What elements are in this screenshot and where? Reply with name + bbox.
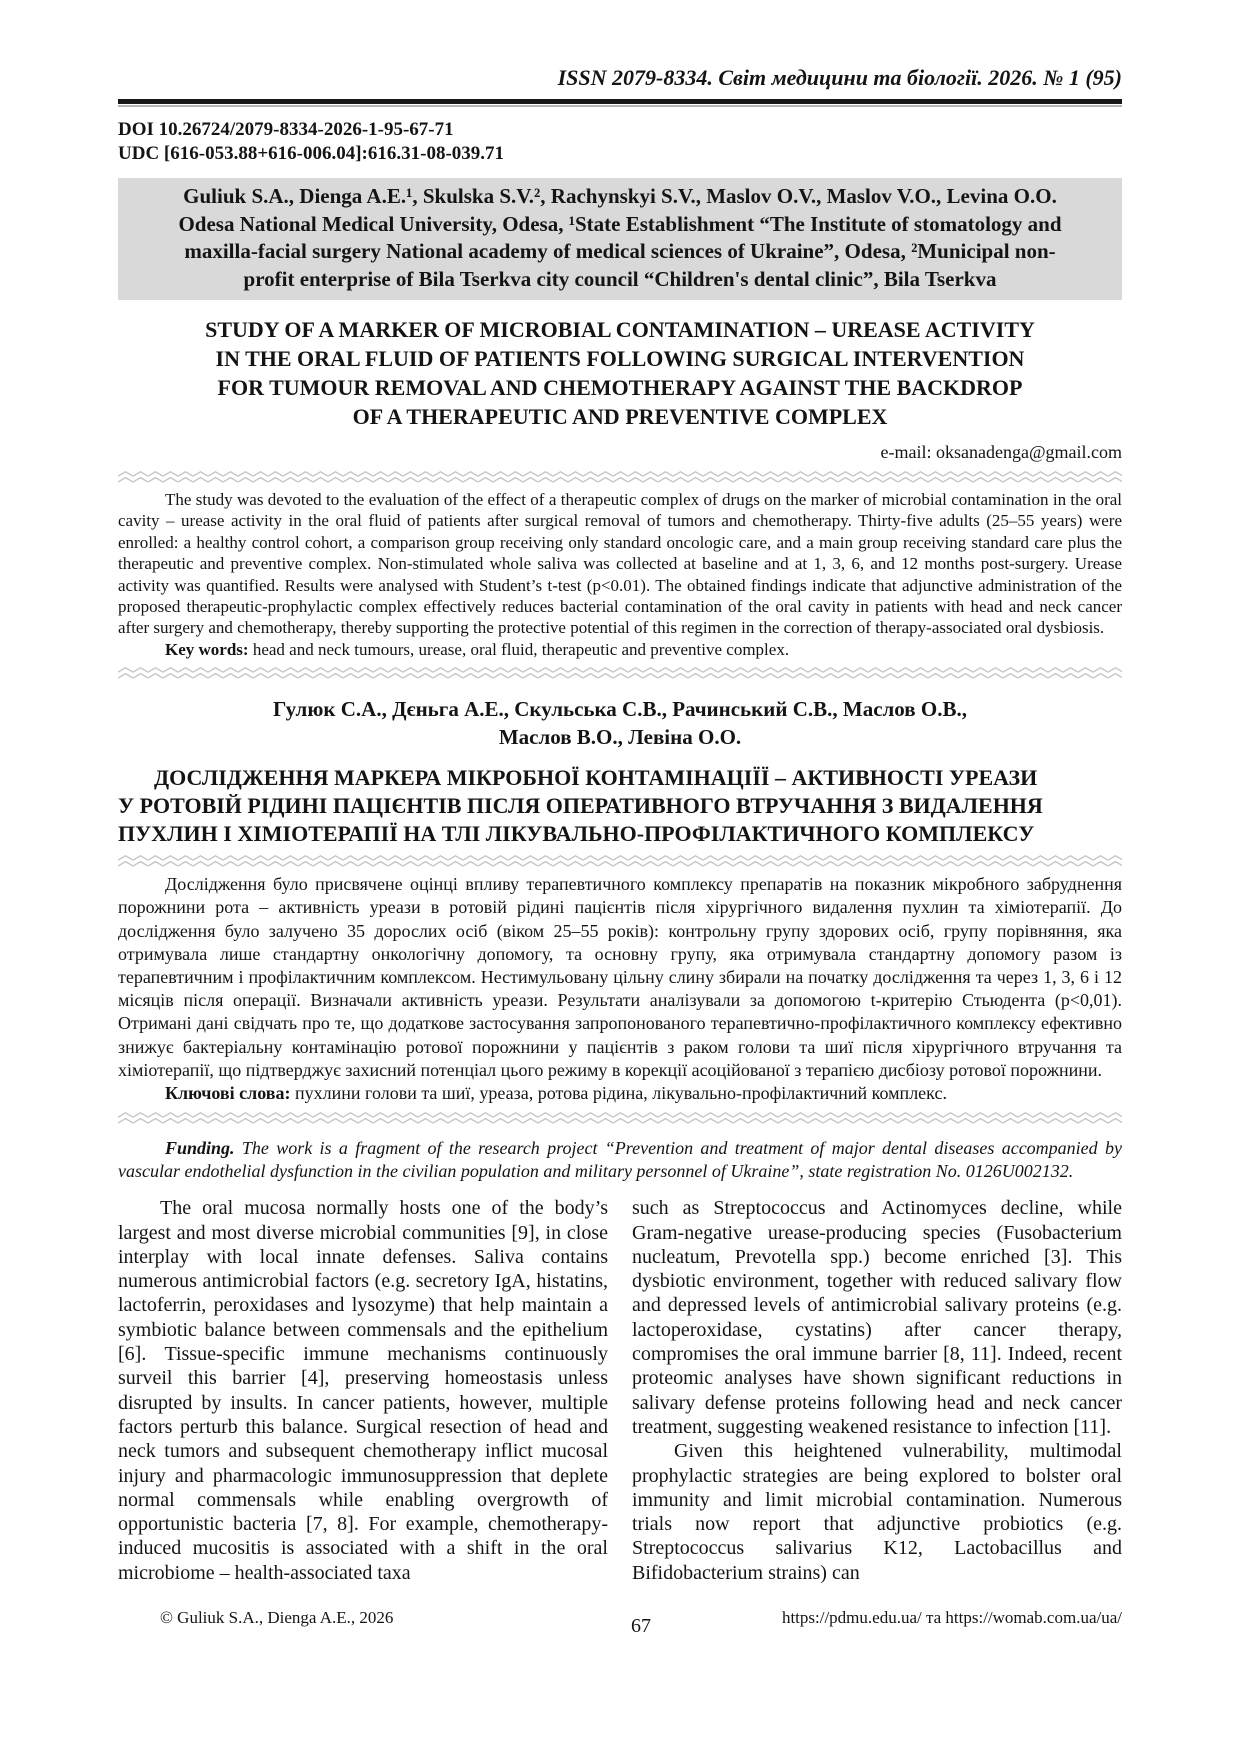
keywords-en-text: head and neck tumours, urease, oral fluid, therapeutic and preventive complex.: [252, 639, 790, 659]
body-column-right: [632, 1196, 1122, 1585]
affiliation-line: Odesa National Medical University, Odesa, ¹State Establishment “The Institute of stomatology and: [178, 211, 1062, 236]
affiliation-line: maxilla-facial surgery National academy of medical sciences of Ukraine”, Odesa, ²Municipal non-: [184, 239, 1056, 263]
email-line: e-mail: oksanadenga@gmail.com: [880, 442, 1122, 462]
body-paragraph-continuation: such as Streptococcus and Actinomyces decline, while Gram-negative urease-producing species (Fusobacterium nucleatum, Prevotella spp.) become enriched [3]. This dysbiotic environment, together with reduced salivary flow and depressed levels of antimicrobial salivary proteins (e.g. lactoperoxidase, cystatins) after cancer therapy, compromises the oral immune barrier [8, 11]. Indeed, recent proteomic analyses have shown significant reductions in salivary defense proteins following head and neck cancer treatment, suggesting weakened resistance to infection [11].: [632, 1197, 1122, 1438]
doi-line: DOI 10.26724/2079-8334-2026-1-95-67-71: [118, 119, 454, 140]
funding-label: Funding.: [165, 1138, 235, 1159]
journal-issn-line: ISSN 2079-8334. Світ медицини та біології. 2026. № 1 (95): [557, 65, 1122, 90]
title-ua-line: ПУХЛИН І ХІМІОТЕРАПІЇ НА ТЛІ ЛІКУВАЛЬНО-ПРОФІЛАКТИЧНОГО КОМПЛЕКСУ: [118, 821, 1035, 847]
body-paragraph: The oral mucosa normally hosts one of the body’s largest and most diverse microbial communities [9], in close interplay with local innate defenses. Saliva contains numerous antimicrobial factors (e.g. secretory IgA, histatins, lactoferrin, peroxidases and lysozyme) that help maintain a symbiotic balance between commensals and the epithelium [6]. Tissue-specific immune mechanisms continuously surveil this barrier [4], preserving homeostasis unless disrupted by insults. In cancer patients, however, multiple factors perturb this balance. Surgical resection of head and neck tumors and subsequent chemotherapy inflict mucosal injury and pharmacologic immunosuppression that deplete normal commensals while enabling overgrowth of opportunistic bacteria [7, 8]. For example, chemotherapy-induced mucositis is associated with a shift in the oral microbiome – health-associated taxa: [118, 1197, 608, 1584]
abstract-ua: Дослідження було присвячене оцінці впливу терапевтичного комплексу препаратів на показник мікробного забруднення порожнини рота – активність уреази в ротовій рідині пацієнтів після хірургічного видалення пухлин та хіміотерапії. До дослідження було залучено 35 дорослих осіб (віком 25–55 років): контрольну групу здорових осіб, групу порівняння, яка отримувала лише стандартну онкологічну допомогу, та основну групу, яка отримувала стандартну допомогу разом із терапевтичним і профілактичним комплексом. Нестимульовану цільну слину збирали на початку дослідження та через 1, 3, 6 і 12 місяців після операції. Визначали активність уреази. Результати аналізували за допомогою t-критерію Стьюдента (р<0,01). Отримані дані свідчать про те, що додаткове застосування запропонованого терапевтично-профілактичного комплексу ефективно знижує бактеріальну контамінацію ротової порожнини у пацієнтів з раком голови та шиї після хірургічного втручання та хіміотерапії, що підтверджує захисний потенціал цього режиму в корекції асоційованої з терапією дисбіозу ротової порожнини.: [118, 874, 1122, 1080]
title-en-line: FOR TUMOUR REMOVAL AND CHEMOTHERAPY AGAINST THE BACKDROP: [217, 375, 1023, 400]
authors-ua-line: Маслов В.О., Левіна О.О.: [498, 725, 742, 750]
zigzag-divider: [118, 855, 1122, 867]
udc-line: UDC [616-053.88+616-006.04]:616.31-08-039.71: [118, 143, 505, 164]
title-ua-line: ДОСЛІДЖЕННЯ МАРКЕРА МІКРОБНОЇ КОНТАМІНАЦІЇЇ – АКТИВНОСТІ УРЕАЗИ: [154, 765, 1038, 791]
body-column-left: [118, 1196, 608, 1585]
footer-urls: https://pdmu.edu.ua/ та https://womab.com.ua/ua/: [781, 1608, 1122, 1628]
title-en-line: OF A THERAPEUTIC AND PREVENTIVE COMPLEX: [352, 404, 888, 429]
abstract-en: The study was devoted to the evaluation of the effect of a therapeutic complex of drugs on the marker of microbial contamination in the oral cavity – urease activity in the oral fluid of patients after surgical removal of tumors and chemotherapy. Thirty-five adults (25–55 years) were enrolled: a healthy control cohort, a comparison group receiving only standard oncologic care, and a main group receiving standard care plus the therapeutic and preventive complex. Non-stimulated whole saliva was collected at baseline and at 1, 3, 6, and 12 months post-surgery. Urease activity was quantified. Results were analysed with Student’s t-test (p<0.01). The obtained findings indicate that adjunctive administration of the proposed therapeutic-prophylactic complex effectively reduces bacterial contamination of the oral cavity in patients with head and neck cancer after surgery and chemotherapy, thereby supporting the protective potential of this regimen in the correction of therapy-associated oral dysbiosis.: [118, 490, 1122, 638]
zigzag-divider: [118, 667, 1122, 679]
zigzag-divider: [118, 471, 1122, 483]
copyright-line: © Guliuk S.A., Dienga A.E., 2026: [160, 1608, 394, 1628]
title-ua-line: У РОТОВІЙ РІДИНІ ПАЦІЄНТІВ ПІСЛЯ ОПЕРАТИВНОГО ВТРУЧАННЯ З ВИДАЛЕННЯ: [118, 793, 1043, 819]
authors-affiliations-block: [118, 178, 1122, 300]
funding-note: [118, 1137, 1122, 1183]
keywords-en: [118, 639, 1122, 660]
funding-text: The work is a fragment of the research project “Prevention and treatment of major dental diseases accompanied by vascular endothelial dysfunction in the civilian population and military personnel of Ukraine”, state registration No. 0126U002132.: [118, 1138, 1122, 1182]
page-footer: [118, 1607, 1122, 1638]
keywords-en-label: Key words:: [165, 639, 249, 659]
body-paragraph: Given this heightened vulnerability, multimodal prophylactic strategies are being explored to bolster oral immunity and limit microbial contamination. Numerous trials now report that adjunctive probiotics (e.g. Streptococcus salivarius K12, Lactobacillus and Bifidobacterium strains) can: [632, 1440, 1122, 1584]
article-title-ua: [118, 764, 1122, 848]
zigzag-divider: [118, 1112, 1122, 1124]
keywords-ua-label: Ключові слова:: [165, 1083, 291, 1104]
page-number: 67: [631, 1615, 651, 1638]
body-columns: [118, 1196, 1122, 1585]
title-en-line: STUDY OF A MARKER OF MICROBIAL CONTAMINATION – UREASE ACTIVITY: [205, 317, 1035, 342]
header-rule-shadow: [118, 105, 1122, 107]
header-rule: [118, 99, 1122, 104]
keywords-ua: [118, 1082, 1122, 1105]
article-title-en: [118, 315, 1122, 431]
affiliation-line: profit enterprise of Bila Tserkva city council “Children's dental clinic”, Bila Tserkva: [243, 266, 997, 291]
title-en-line: IN THE ORAL FLUID OF PATIENTS FOLLOWING SURGICAL INTERVENTION: [215, 346, 1025, 371]
keywords-ua-text: пухлини голови та шиї, уреаза, ротова рідина, лікувально-профілактичний комплекс.: [295, 1083, 947, 1104]
authors-en-line: Guliuk S.A., Dienga A.E.¹, Skulska S.V.², Rachynskyi S.V., Maslov O.V., Maslov V.O., Levina O.O.: [183, 184, 1057, 208]
authors-ua-block: [118, 695, 1122, 751]
authors-ua-line: Гулюк С.А., Дєньга А.Е., Скульська С.В., Рачинський С.В., Маслов О.В.,: [273, 697, 967, 722]
